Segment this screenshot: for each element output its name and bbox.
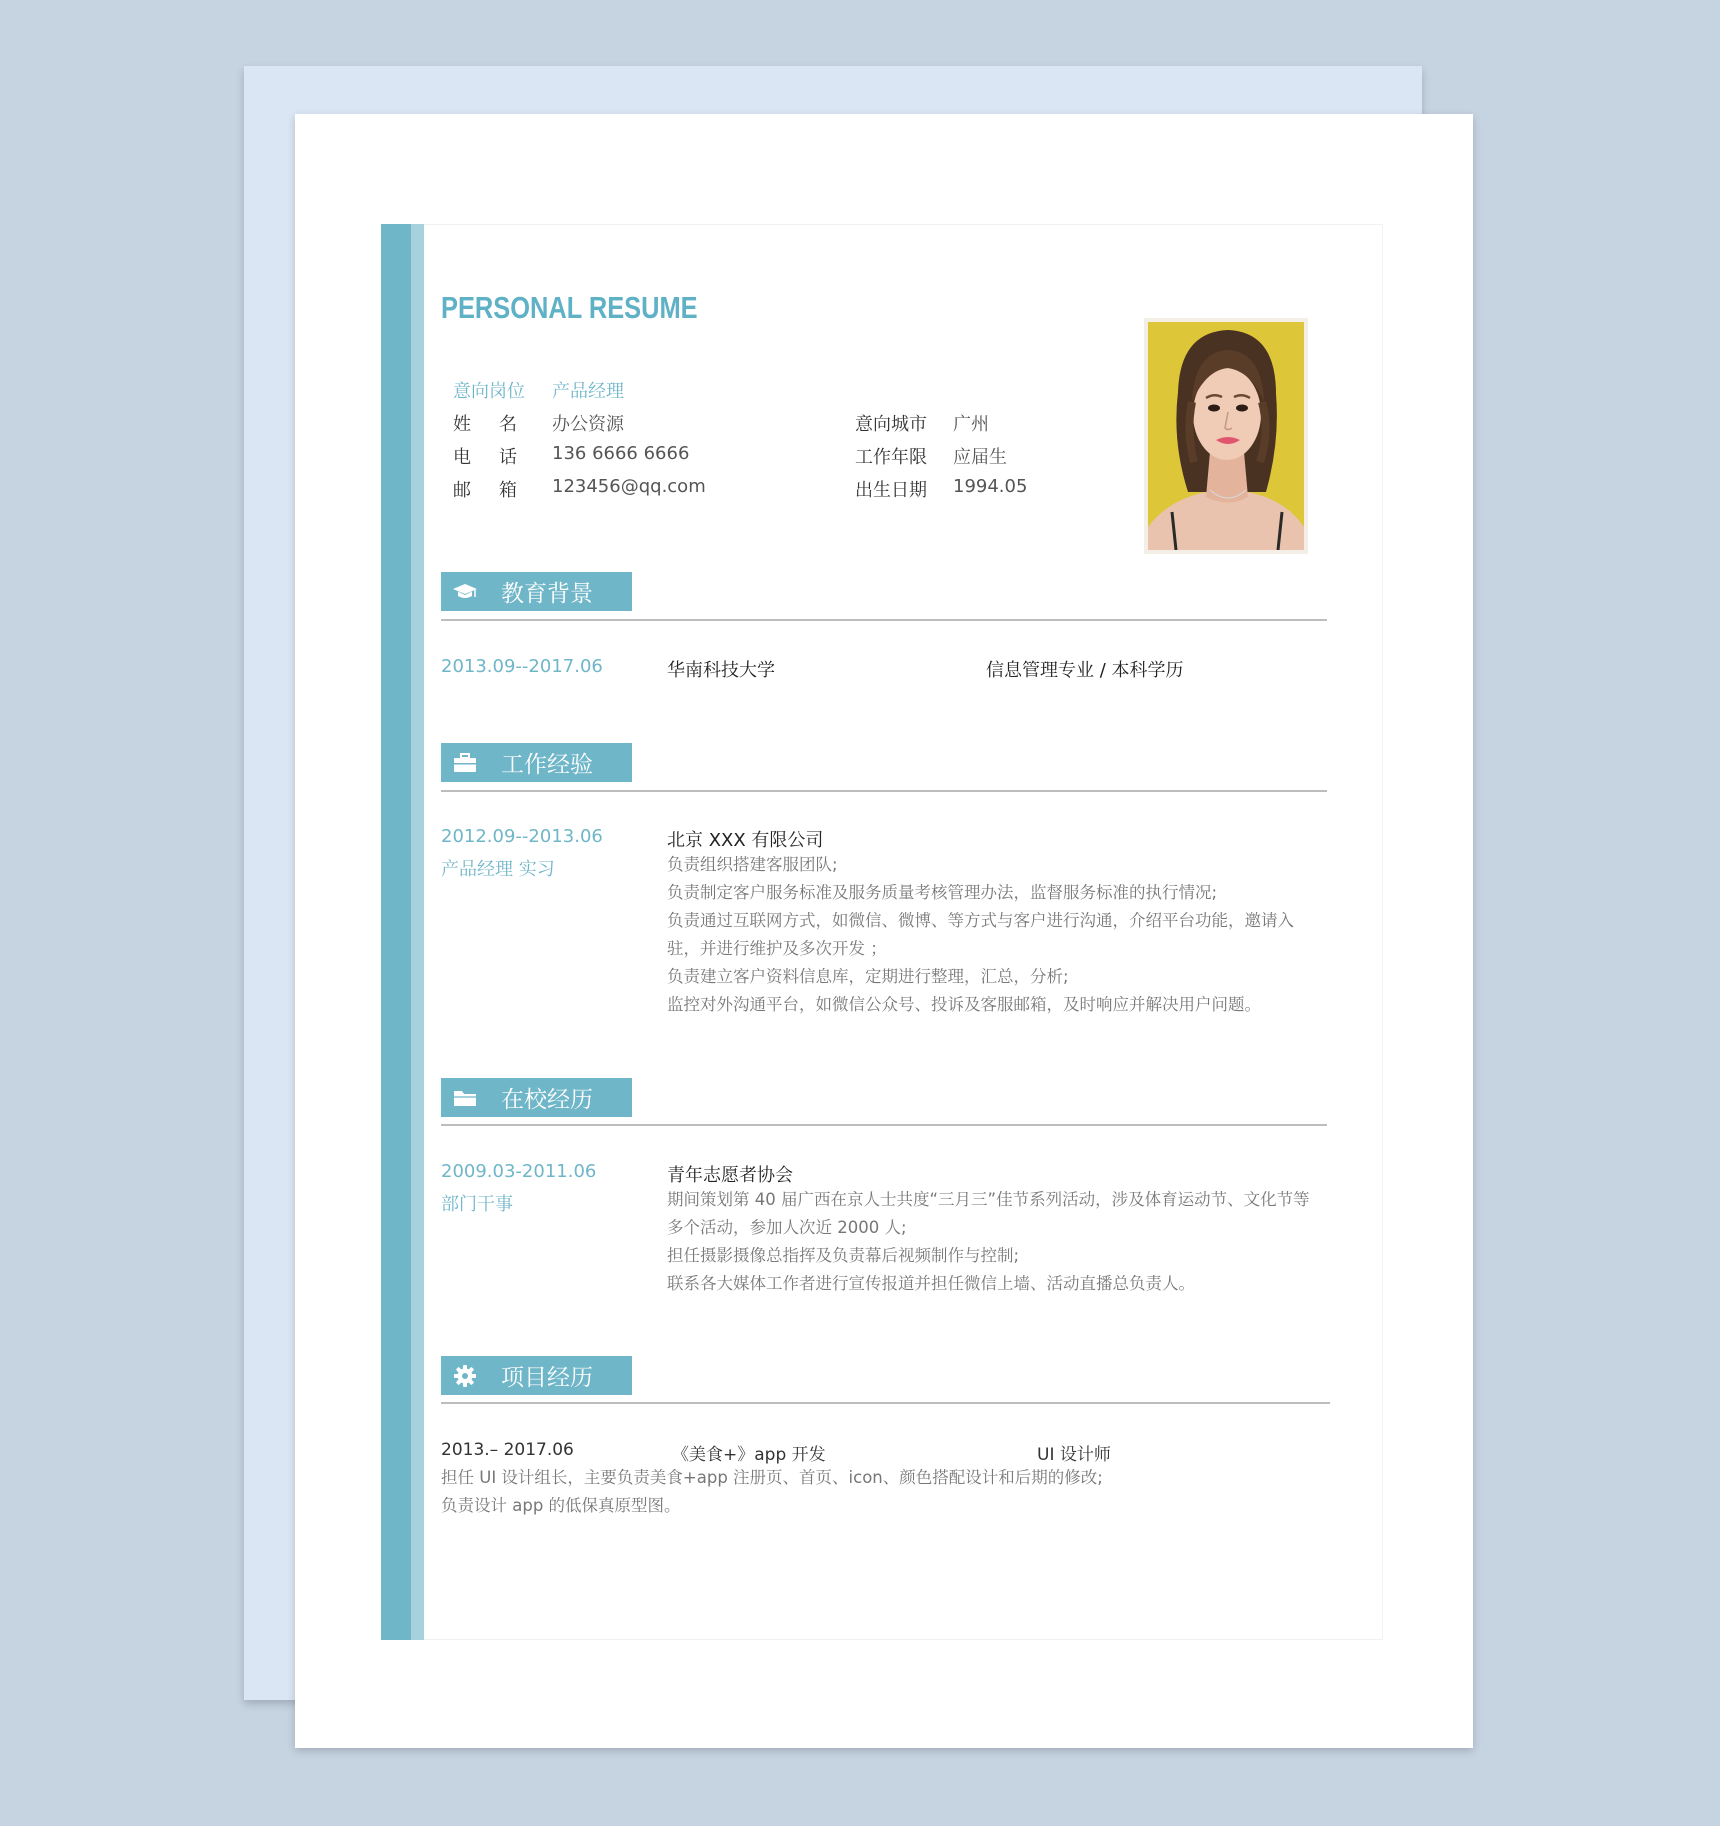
section-rule-work — [441, 790, 1327, 792]
years-value: 应届生 — [953, 447, 1007, 468]
city-label: 意向城市 — [855, 414, 927, 435]
campus-activities — [667, 1186, 1317, 1298]
name-label: 姓名 — [453, 414, 545, 435]
section-tab-campus — [441, 1078, 632, 1117]
gear-icon — [451, 1364, 479, 1388]
section-rule-campus — [441, 1124, 1327, 1126]
education-date: 2013.09--2017.06 — [441, 656, 603, 677]
side-bar-light — [411, 224, 424, 1640]
campus-activity: 担任摄影摄像总指挥及负责幕后视频制作与控制; — [667, 1246, 1020, 1265]
work-date: 2012.09--2013.06 — [441, 826, 603, 847]
section-tab-education — [441, 572, 632, 611]
intent-label: 意向岗位 — [453, 381, 525, 402]
section-tab-project — [441, 1356, 632, 1395]
work-duty: 监控对外沟通平台，如微信公众号、投诉及客服邮箱，及时响应并解决用户问题。 — [667, 995, 1261, 1014]
campus-org: 青年志愿者协会 — [667, 1165, 793, 1186]
campus-date: 2009.03-2011.06 — [441, 1161, 597, 1182]
birth-label: 出生日期 — [855, 480, 927, 501]
section-rule-education — [441, 619, 1327, 621]
section-rule-project — [441, 1402, 1330, 1404]
project-detail: 担任 UI 设计组长，主要负责美食+app 注册页、首页、icon、颜色搭配设计和后期的修改; — [441, 1468, 1103, 1487]
section-title-campus: 在校经历 — [501, 1087, 593, 1113]
city-value: 广州 — [953, 414, 989, 435]
section-title-education: 教育背景 — [501, 581, 593, 607]
section-title-project: 项目经历 — [501, 1365, 593, 1391]
work-duty: 负责建立客户资料信息库，定期进行整理，汇总，分析; — [667, 967, 1069, 986]
work-duty: 负责制定客户服务标准及服务质量考核管理办法，监督服务标准的执行情况; — [667, 883, 1218, 902]
project-detail: 负责设计 app 的低保真原型图。 — [441, 1496, 681, 1515]
campus-activity: 期间策划第 40 届广西在京人士共度“三月三”佳节系列活动，涉及体育运动节、文化节等 — [667, 1190, 1310, 1209]
work-duty: 负责组织搭建客服团队; — [667, 855, 838, 874]
resume-title: PERSONAL RESUME — [441, 290, 698, 325]
section-tab-work — [441, 743, 632, 782]
phone-value: 136 6666 6666 — [552, 443, 690, 464]
intent-value: 产品经理 — [552, 381, 624, 402]
email-label: 邮箱 — [453, 480, 545, 501]
project-role: UI 设计师 — [1037, 1445, 1111, 1465]
campus-activity: 多个活动，参加人次近 2000 人; — [667, 1218, 907, 1237]
graduation-cap-icon — [451, 580, 479, 604]
birth-value: 1994.05 — [953, 476, 1028, 497]
campus-activity: 联系各大媒体工作者进行宣传报道并担任微信上墙、活动直播总负责人。 — [667, 1274, 1195, 1293]
work-duties — [667, 851, 1317, 1019]
name-value: 办公资源 — [552, 414, 624, 435]
work-company: 北京 XXX 有限公司 — [667, 830, 824, 851]
folder-icon — [451, 1086, 479, 1110]
project-date: 2013.– 2017.06 — [441, 1440, 574, 1460]
work-duty: 负责通过互联网方式，如微信、微博、等方式与客户进行沟通，介绍平台功能，邀请入 — [667, 911, 1294, 930]
email-value: 123456@qq.com — [552, 476, 706, 497]
campus-role: 部门干事 — [441, 1194, 513, 1215]
profile-photo — [1144, 318, 1308, 554]
portrait-image — [1148, 322, 1304, 550]
project-name: 《美食+》app 开发 — [672, 1445, 826, 1465]
project-details — [441, 1464, 1321, 1520]
work-role: 产品经理 实习 — [441, 859, 555, 880]
work-duty: 驻，并进行维护及多次开发 ； — [667, 939, 887, 958]
education-major: 信息管理专业 / 本科学历 — [986, 660, 1184, 681]
years-label: 工作年限 — [855, 447, 927, 468]
briefcase-icon — [451, 751, 479, 775]
phone-label: 电话 — [453, 447, 545, 468]
side-bar-dark — [381, 224, 411, 1640]
education-school: 华南科技大学 — [667, 660, 775, 681]
section-title-work: 工作经验 — [501, 752, 593, 778]
